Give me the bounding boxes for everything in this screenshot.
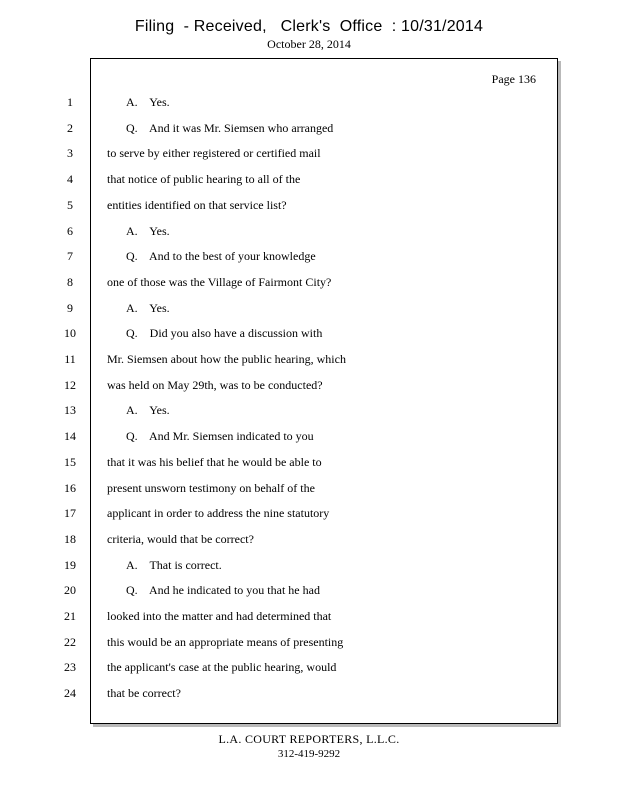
line-text: applicant in order to address the nine statutory (107, 506, 330, 521)
transcript-line (0, 481, 618, 501)
line-text: A. Yes. (126, 223, 170, 238)
footer-company: L.A. COURT REPORTERS, L.L.C. (218, 732, 400, 746)
line-number: 6 (67, 223, 73, 238)
transcript-line (0, 660, 618, 680)
footer-phone: 312-419-9292 (277, 748, 341, 760)
transcript-line (0, 506, 618, 526)
line-number: 19 (64, 557, 76, 572)
line-text: that notice of public hearing to all of the (107, 172, 301, 187)
transcript-line (0, 378, 618, 398)
transcript-line (0, 146, 618, 166)
line-text: A. Yes. (126, 95, 170, 109)
line-number: 18 (64, 531, 76, 546)
line-text: Mr. Siemsen about how the public hearing, which (107, 352, 346, 366)
line-text: one of those was the Village of Fairmont City? (107, 274, 332, 289)
line-text: A. That is correct. (126, 557, 222, 572)
transcript-line (0, 172, 618, 192)
transcript-line (0, 95, 618, 115)
line-text: that be correct? (107, 686, 181, 701)
transcript-line (0, 635, 618, 655)
line-number: 17 (64, 506, 76, 521)
line-text: Q. And to the best of your knowledge (126, 249, 316, 264)
transcript-line (0, 686, 618, 706)
line-number: 20 (64, 583, 76, 598)
line-text: to serve by either registered or certified mail (107, 146, 321, 161)
line-number: 13 (64, 403, 76, 418)
transcript-line (0, 429, 618, 449)
line-text: that it was his belief that he would be able to (107, 454, 322, 469)
line-text: the applicant's case at the public hearing, would (107, 660, 337, 675)
line-number: 9 (67, 300, 73, 315)
line-number: 7 (67, 249, 73, 264)
line-text: Q. And he indicated to you that he had (126, 583, 320, 598)
transcript-line (0, 403, 618, 423)
line-text: Q. And it was Mr. Siemsen who arranged (126, 120, 334, 135)
transcript-line (0, 326, 618, 346)
line-number: 16 (64, 480, 76, 495)
line-number: 10 (64, 326, 76, 341)
line-number: 22 (64, 634, 76, 649)
transcript-line (0, 275, 618, 295)
transcript-line (0, 455, 618, 475)
transcript-line (0, 532, 618, 552)
line-number: 14 (64, 429, 76, 444)
filing-stamp: Filing - Received, Clerk's Office : 10/31/2014 (134, 18, 484, 35)
line-number: 5 (67, 197, 73, 212)
line-number: 12 (64, 377, 76, 392)
line-number: 24 (64, 686, 76, 701)
line-text: A. Yes. (126, 403, 170, 418)
line-number: 1 (67, 95, 73, 109)
line-text: present unsworn testimony on behalf of the (107, 480, 315, 495)
transcript-line (0, 558, 618, 578)
line-number: 21 (64, 609, 76, 623)
transcript-line (0, 198, 618, 218)
transcript-line (0, 301, 618, 321)
line-text: was held on May 29th, was to be conducted? (107, 377, 323, 392)
transcript-line (0, 609, 618, 629)
deposition-date: October 28, 2014 (267, 37, 351, 51)
line-text: Q. And Mr. Siemsen indicated to you (126, 429, 314, 444)
line-text: looked into the matter and had determined that (107, 609, 332, 623)
line-number: 15 (64, 454, 76, 469)
transcript-line (0, 224, 618, 244)
transcript-line (0, 352, 618, 372)
line-text: Q. Did you also have a discussion with (126, 326, 323, 341)
line-number: 3 (67, 146, 73, 161)
line-text: entities identified on that service list? (107, 197, 287, 212)
line-text: A. Yes. (126, 300, 170, 315)
page-number: Page 136 (491, 72, 536, 86)
line-number: 11 (64, 352, 76, 366)
transcript-line (0, 121, 618, 141)
transcript-line (0, 249, 618, 269)
line-text: criteria, would that be correct? (107, 531, 254, 546)
line-number: 8 (67, 274, 73, 289)
transcript-line (0, 583, 618, 603)
line-number: 2 (67, 120, 73, 135)
line-number: 4 (67, 172, 73, 187)
line-number: 23 (64, 660, 76, 675)
line-text: this would be an appropriate means of presenting (107, 634, 344, 649)
